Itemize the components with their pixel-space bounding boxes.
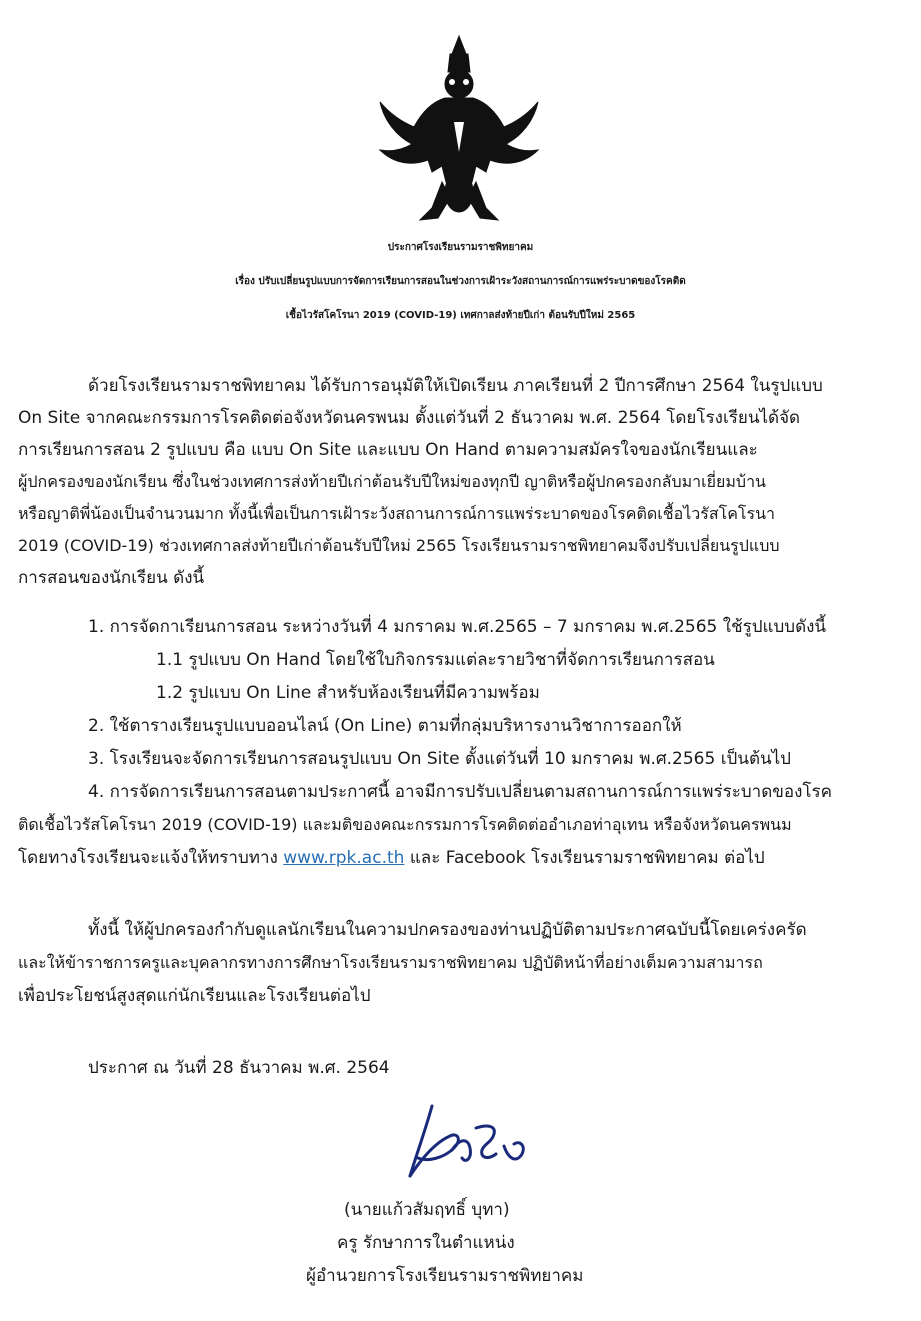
closing-line: ทั้งนี้ ให้ผู้ปกครองกำกับดูแลนักเรียนในความปกครองของท่านปฏิบัติตามประกาศฉบับนี้โดยเคร่งครัด	[88, 920, 807, 940]
intro-line: ด้วยโรงเรียนรามราชพิทยาคม ได้รับการอนุมัติให้เปิดเรียน ภาคเรียนที่ 2 ปีการศึกษา 2564 ในรูปแบบ	[88, 376, 823, 396]
signer-name: (นายแก้วสัมฤทธิ์ บุทา)	[344, 1200, 510, 1220]
intro-line: ผู้ปกครองของนักเรียน ซึ่งในช่วงเทศการส่งท้ายปีเก่าต้อนรับปีใหม่ของทุกปี ญาติหรือผู้ปกครองกลับมาเยี่ยมบ้าน	[18, 472, 766, 491]
signature-icon	[392, 1098, 542, 1190]
intro-line: 2019 (COVID-19) ช่วงเทศกาลส่งท้ายปีเก่าต้อนรับปีใหม่ 2565 โรงเรียนรามราชพิทยาคมจึงปรับเปลี่ยนรูปแบบ	[18, 536, 780, 555]
subject-line-1: เรื่อง ปรับเปลี่ยนรูปแบบการจัดการเรียนการสอนในช่วงการเฝ้าระวังสถานการณ์การแพร่ระบาดของโรคติด	[235, 276, 686, 287]
school-website-link[interactable]: www.rpk.ac.th	[283, 848, 405, 868]
garuda-emblem-icon	[372, 32, 546, 232]
list-item-4: 4. การจัดการเรียนการสอนตามประกาศนี้ อาจมีการปรับเปลี่ยนตามสถานการณ์การแพร่ระบาดของโรค	[88, 782, 833, 802]
intro-line: การสอนของนักเรียน ดังนี้	[18, 568, 205, 588]
list-item-1: 1. การจัดกาเรียนการสอน ระหว่างวันที่ 4 มกราคม พ.ศ.2565 – 7 มกราคม พ.ศ.2565 ใช้รูปแบบดังนี้	[88, 617, 827, 637]
list-item-4-last	[18, 846, 765, 870]
list-item-3: 3. โรงเรียนจะจัดการเรียนการสอนรูปแบบ On Site ตั้งแต่วันที่ 10 มกราคม พ.ศ.2565 เป็นต้นไป	[88, 749, 791, 769]
intro-line: การเรียนการสอน 2 รูปแบบ คือ แบบ On Site และแบบ On Hand ตามความสมัครใจของนักเรียนและ	[18, 440, 758, 460]
announcement-date: ประกาศ ณ วันที่ 28 ธันวาคม พ.ศ. 2564	[88, 1058, 390, 1078]
intro-line: On Site จากคณะกรรมการโรคติดต่อจังหวัดนครพนม ตั้งแต่วันที่ 2 ธันวาคม พ.ศ. 2564 โดยโรงเรียนได้จัด	[18, 408, 801, 428]
list-item-4-cont: ติดเชื้อไวรัสโคโรนา 2019 (COVID-19) และมติของคณะกรรมการโรคติดต่ออำเภอท่าอุเทน หรือจังหวัดนครพนม	[18, 815, 792, 834]
list-item-4-text-pre: โดยทางโรงเรียนจะแจ้งให้ทราบทาง	[18, 848, 284, 868]
list-item-4-text-post: และ Facebook โรงเรียนรามราชพิทยาคม ต่อไป	[404, 848, 765, 868]
closing-line: เพื่อประโยชน์สูงสุดแก่นักเรียนและโรงเรียนต่อไป	[18, 986, 371, 1006]
page-title: ประกาศโรงเรียนรามราชพิทยาคม	[387, 242, 534, 253]
intro-line: หรือญาติพี่น้องเป็นจำนวนมาก ทั้งนี้เพื่อเป็นการเฝ้าระวังสถานการณ์การแพร่ระบาดของโรคติดเชื้อไวรัสโคโรนา	[18, 504, 775, 523]
closing-line: และให้ข้าราชการครูและบุคลากรทางการศึกษาโรงเรียนรามราชพิทยาคม ปฏิบัติหน้าที่อย่างเต็มความสามารถ	[18, 953, 763, 972]
subject-line-2: เชื้อไวรัสโคโรนา 2019 (COVID-19) เทศกาลส่งท้ายปีเก่า ต้อนรับปีใหม่ 2565	[285, 310, 636, 321]
list-item-2: 2. ใช้ตารางเรียนรูปแบบออนไลน์ (On Line) ตามที่กลุ่มบริหารงานวิชาการออกให้	[88, 716, 682, 736]
list-item-1-2: 1.2 รูปแบบ On Line สำหรับห้องเรียนที่มีความพร้อม	[156, 683, 540, 703]
signer-role: ครู รักษาการในตำแหน่ง	[337, 1233, 515, 1253]
list-item-1-1: 1.1 รูปแบบ On Hand โดยใช้ใบกิจกรรมแต่ละรายวิชาที่จัดการเรียนการสอน	[156, 650, 715, 670]
signer-position: ผู้อำนวยการโรงเรียนรามราชพิทยาคม	[306, 1266, 584, 1286]
